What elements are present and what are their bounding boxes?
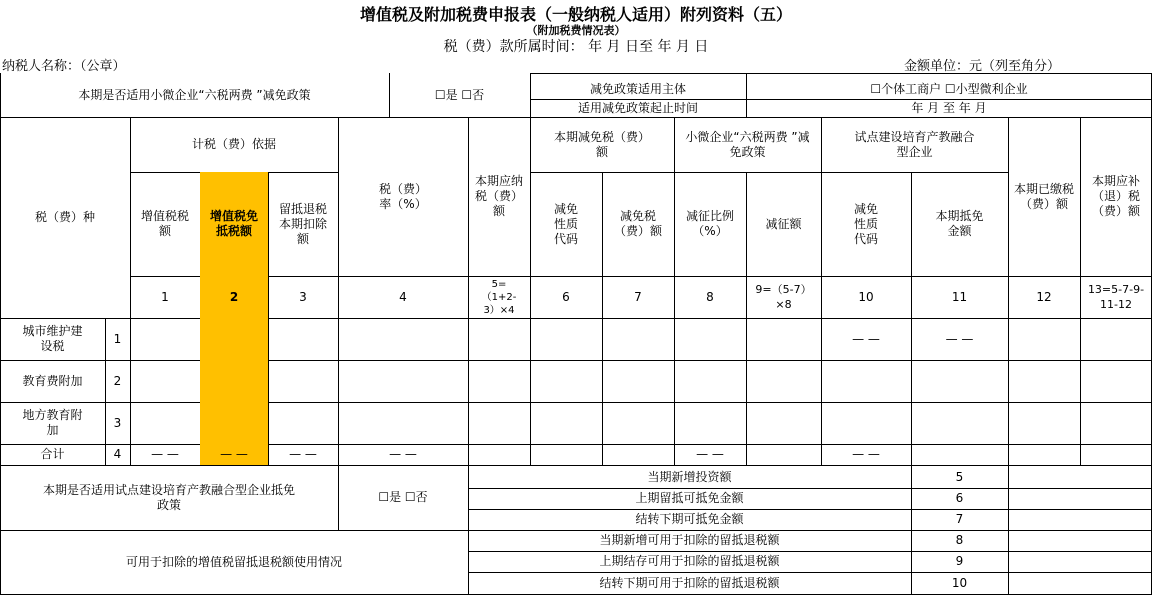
form-subtitle: （附加税费情况表） bbox=[526, 24, 626, 37]
pilot-yes-no-checkbox[interactable]: ☐是 ☐否 bbox=[378, 490, 428, 504]
policy-subject-options[interactable]: ☐个体工商户 ☐小型微利企业 bbox=[870, 81, 1028, 96]
bottom-item-label: 当期新增投资额 bbox=[647, 470, 732, 484]
bottom-item-label: 上期留抵可抵免金额 bbox=[635, 491, 744, 505]
reduction-amount-header: 减免税（费）额 bbox=[614, 209, 663, 238]
small-biz-header: 小微企业“六税两费 ”减免政策 bbox=[685, 129, 810, 159]
col-num: 11 bbox=[951, 289, 968, 304]
bottom-item-label: 结转下期可用于扣除的留抵退税额 bbox=[599, 575, 780, 590]
policy-period-value[interactable]: 年 月 至 年 月 bbox=[911, 100, 987, 115]
row-name: 合计 bbox=[40, 447, 65, 461]
col-num: 9=（5-7）×8 bbox=[755, 283, 812, 311]
policy-period-label: 适用减免政策起止时间 bbox=[577, 100, 698, 115]
col-num: 1 bbox=[161, 289, 169, 304]
bottom-item-label: 结转下期可抵免金额 bbox=[635, 512, 744, 526]
pilot-policy-question: 本期是否适用试点建设培育产教融合型企业抵免政策 bbox=[42, 482, 295, 512]
paid-header: 本期已缴税（费）额 bbox=[1014, 181, 1075, 211]
vat-exempt-column-body[interactable] bbox=[200, 318, 268, 444]
bottom-item-num: 9 bbox=[955, 554, 964, 568]
col-num: 10 bbox=[858, 289, 874, 304]
basis-header: 计税（费）依据 bbox=[191, 137, 276, 151]
policy-subject-label: 减免政策适用主体 bbox=[589, 81, 686, 96]
na-dash: — — bbox=[852, 447, 880, 461]
reduction-header: 本期减免税（费）额 bbox=[554, 129, 651, 159]
row-num: 2 bbox=[113, 373, 122, 388]
rate-header: 税（费）率（%） bbox=[378, 181, 427, 211]
col-num: 8 bbox=[706, 289, 714, 304]
payable-header: 本期应纳税（费）额 bbox=[474, 174, 523, 218]
tax-type-header: 税（费）种 bbox=[34, 210, 95, 224]
col-num: 13=5-7-9-11-12 bbox=[1087, 283, 1145, 311]
bottom-item-label: 当期新增可用于扣除的留抵退税额 bbox=[599, 533, 780, 547]
bottom-item-label: 上期结存可用于扣除的留抵退税额 bbox=[599, 554, 780, 568]
na-dash: — — bbox=[945, 331, 974, 346]
bottom-item-num: 8 bbox=[955, 533, 964, 547]
small-biz-yes-no-checkbox[interactable]: ☐是 ☐否 bbox=[434, 87, 485, 102]
row-num: 1 bbox=[113, 331, 122, 346]
na-dash: — — bbox=[200, 444, 268, 465]
na-dash: — — bbox=[389, 447, 417, 461]
taxpayer-name-label: 纳税人名称：（公章） bbox=[2, 59, 126, 74]
amount-unit-label: 金额单位：元（列至角分） bbox=[904, 59, 1061, 74]
tax-period: 税（费）款所属时间： 年 月 日至 年 月 日 bbox=[443, 39, 709, 55]
small-biz-ratio-header: 减征比例（%） bbox=[685, 209, 734, 238]
bottom-item-num: 7 bbox=[955, 512, 964, 526]
deduct-usage-label: 可用于扣除的增值税留抵退税额使用情况 bbox=[125, 555, 342, 569]
bottom-item-num: 5 bbox=[955, 470, 964, 484]
reduction-code-header: 减免性质代码 bbox=[553, 201, 578, 246]
col-num: 3 bbox=[299, 289, 307, 304]
due-header: 本期应补（退）税（费）额 bbox=[1091, 174, 1140, 218]
na-dash: — — bbox=[696, 447, 724, 461]
na-dash: — — bbox=[151, 447, 179, 461]
row-num: 3 bbox=[113, 415, 122, 430]
bottom-item-num: 6 bbox=[955, 491, 964, 505]
bottom-item-num: 10 bbox=[951, 575, 968, 590]
pilot-code-header: 减免性质代码 bbox=[853, 201, 878, 246]
col-num: 6 bbox=[562, 289, 570, 304]
vat-exempt-header: 增值税免抵税额 bbox=[200, 172, 268, 276]
row-num: 4 bbox=[113, 447, 122, 461]
col-num: 7 bbox=[634, 289, 642, 304]
vat-header: 增值税税额 bbox=[140, 209, 189, 238]
col-num: 4 bbox=[399, 289, 407, 304]
form-title: 增值税及附加税费申报表（一般纳税人适用）附列资料（五） bbox=[359, 5, 792, 24]
na-dash: — — bbox=[289, 447, 317, 461]
na-dash: — — bbox=[852, 331, 880, 346]
pilot-header: 试点建设培育产教融合型企业 bbox=[854, 129, 975, 159]
row-name: 教育费附加 bbox=[22, 373, 83, 388]
col-num: 2 bbox=[200, 276, 268, 318]
small-biz-amount-header: 减征额 bbox=[765, 216, 802, 231]
small-biz-question: 本期是否适用小微企业“六税两费 ”减免政策 bbox=[78, 87, 311, 102]
retained-refund-header: 留抵退税本期扣除额 bbox=[278, 201, 327, 246]
row-name: 地方教育附加 bbox=[22, 408, 83, 437]
row-name: 城市维护建设税 bbox=[22, 324, 83, 353]
col-num: 5=（1+2-3）×4 bbox=[481, 278, 517, 316]
pilot-amount-header: 本期抵免金额 bbox=[935, 209, 984, 238]
col-num: 12 bbox=[1036, 289, 1052, 304]
